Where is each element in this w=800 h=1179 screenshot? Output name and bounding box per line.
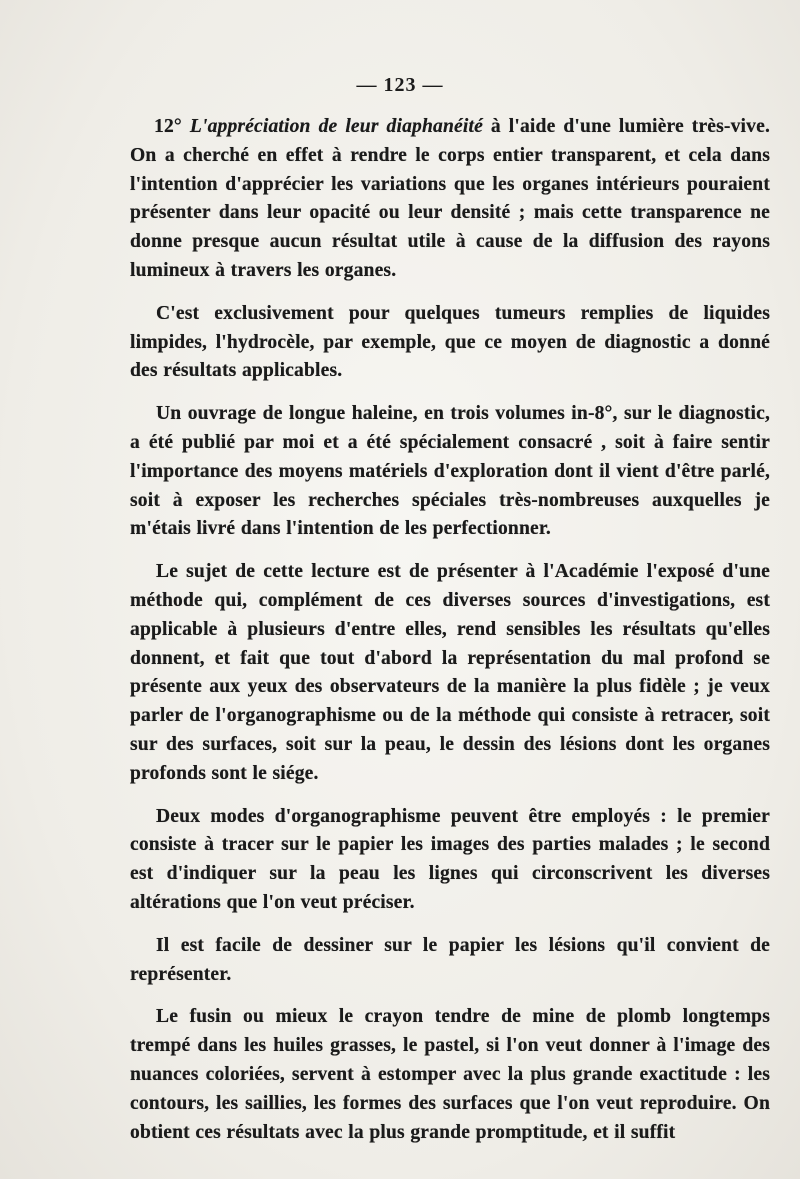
paragraph-1-title: L'appréciation de leur diaphanéité — [189, 116, 483, 137]
body-text — [130, 113, 770, 1161]
paragraph-1 — [130, 113, 770, 286]
paragraph-7: Le fusin ou mieux le crayon tendre de mine de plomb longtemps trempé dans les huiles grasses, le pastel, si l'on veut donner à l'image des nuances coloriées, servent à estomper avec la plus grande exactitude : les contours, les saillies, les formes des surfaces que l'on veut reproduire. On obtient ces résultats avec la plus grande promptitude, et il suffit — [130, 1006, 770, 1143]
paragraph-3: Un ouvrage de longue haleine, en trois volumes in-8°, sur le diagnostic, a été publié par moi et a été spécialement consacré , soit à faire sentir l'importance des moyens matériels d'exploration dont il vient d'être parlé, soit à exposer les recherches spéciales très-nombreuses auxquelles je m'étais livré dans l'intention de les perfectionner. — [130, 403, 770, 540]
paragraph-5: Deux modes d'organographisme peuvent être employés : le premier consiste à tracer sur le papier les images des parties malades ; le second est d'indiquer sur la peau les lignes qui circonscrivent les diverses altérations que l'on veut préciser. — [130, 805, 770, 913]
paragraph-6: Il est facile de dessiner sur le papier les lésions qu'il convient de représenter. — [130, 934, 770, 985]
paragraph-2: C'est exclusivement pour quelques tumeurs remplies de liquides limpides, l'hydrocèle, par exemple, que ce moyen de diagnostic a donné des résultats applicables. — [130, 302, 770, 382]
page-number: — 123 — — [356, 74, 444, 96]
paragraph-4: Le sujet de cette lecture est de présenter à l'Académie l'exposé d'une méthode qui, complément de ces diverses sources d'investigations, est applicable à plusieurs d'entre elles, rend sensibles les résultats qu'elles donnent, et fait que tout d'abord la représentation du mal profond se présente aux yeux des observateurs de la manière la plus fidèle ; je veux parler de l'organographisme ou de la méthode qui consiste à retracer, soit sur des surfaces, soit sur la peau, le dessin des lésions dont les organes profonds sont le siége. — [130, 561, 770, 784]
paragraph-1-number: 12° — [154, 116, 190, 137]
paragraph-1-text: à l'aide d'une lumière très-vive. On a cherché en effet à rendre le corps entier transparent, et cela dans l'intention d'apprécier les variations que les organes intérieurs pouraient présenter dans leur opacité ou leur densité ; mais cette transparence ne donne presque aucun résultat utile à cause de la diffusion des rayons lumineux à travers les organes. — [130, 116, 770, 281]
